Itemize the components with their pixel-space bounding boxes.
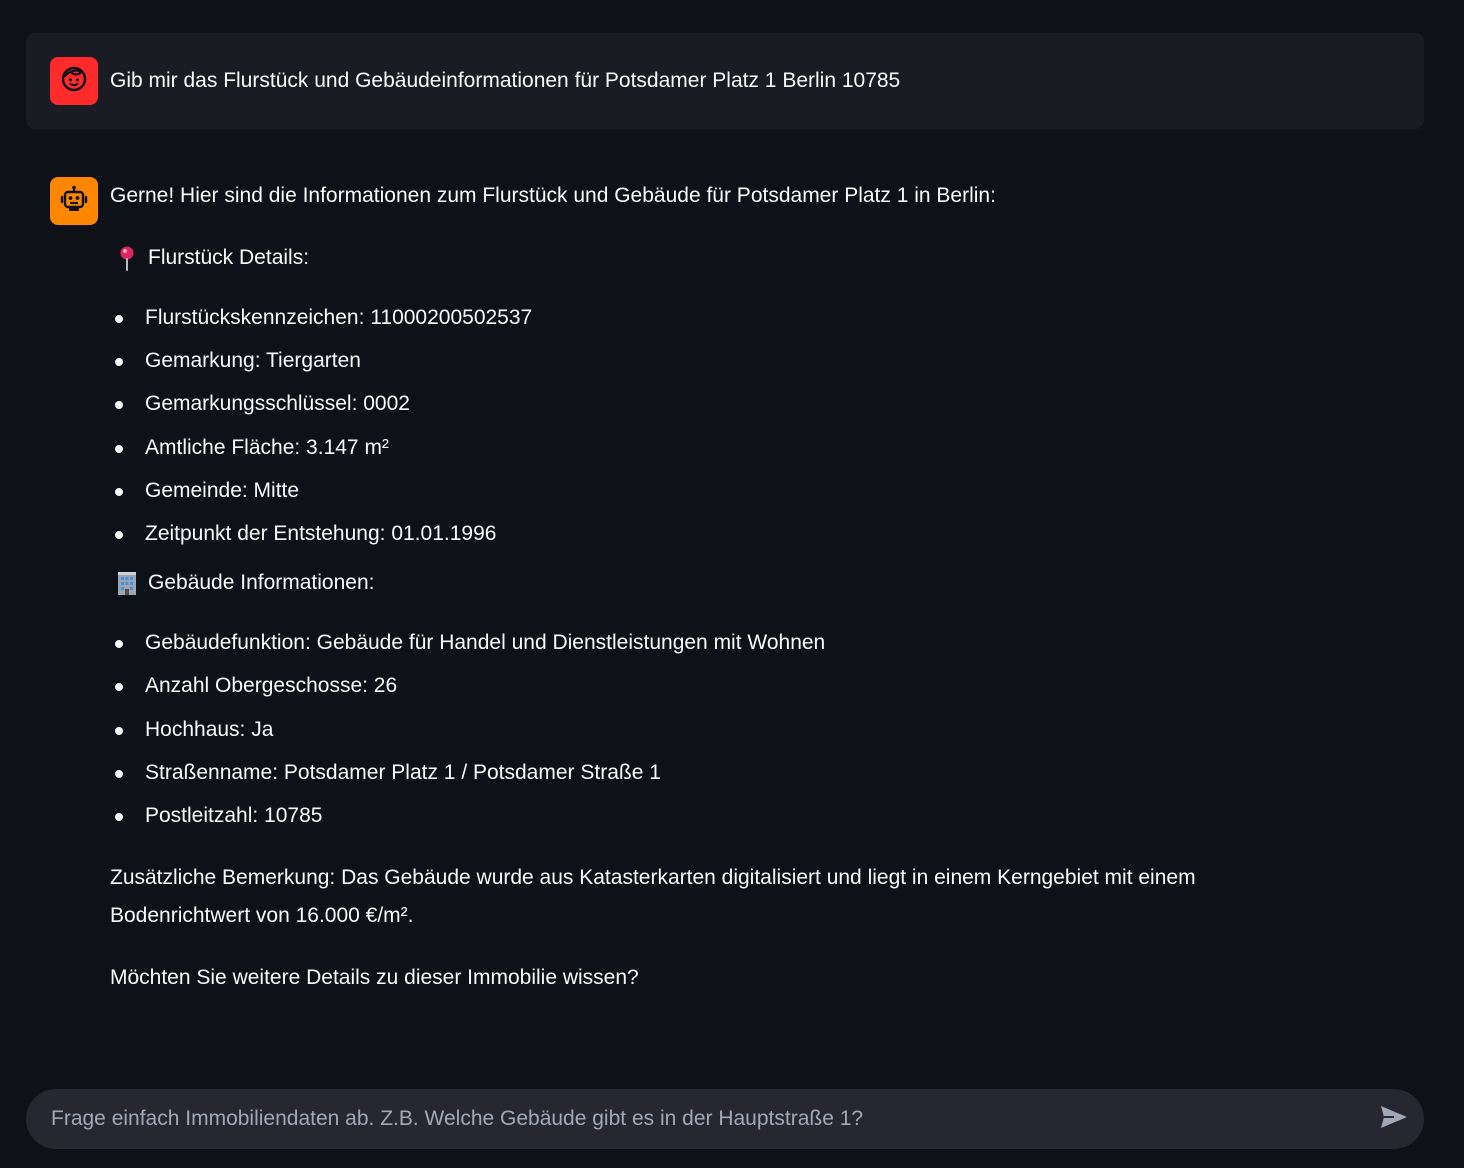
gebaeude-list	[110, 629, 1410, 845]
assistant-intro: Gerne! Hier sind die Informationen zum Flurstück und Gebäude für Potsdamer Platz 1 in Berlin:	[110, 184, 996, 207]
list-item-text: Anzahl Obergeschosse: 26	[145, 674, 398, 698]
list-item-text: Gemeinde: Mitte	[145, 478, 300, 502]
chat-input[interactable]	[51, 1089, 1361, 1149]
bullet	[115, 358, 123, 366]
user-message	[26, 33, 1424, 129]
list-item-text: Gemarkungsschlüssel: 0002	[145, 392, 410, 416]
bullet	[115, 531, 123, 539]
send-icon	[1380, 1105, 1408, 1134]
list-item	[110, 759, 1410, 802]
section-heading-gebaeude	[110, 565, 1410, 601]
list-item-text: Gemarkung: Tiergarten	[145, 349, 361, 373]
flurstueck-list	[110, 304, 1410, 563]
bullet	[115, 488, 123, 496]
user-face-icon	[60, 65, 88, 98]
list-item	[110, 672, 1410, 715]
assistant-avatar	[50, 177, 98, 225]
list-item	[110, 390, 1410, 433]
bullet	[115, 813, 123, 821]
send-button[interactable]	[1378, 1103, 1410, 1135]
bullet	[115, 727, 123, 735]
robot-icon	[59, 184, 89, 219]
user-avatar	[50, 57, 98, 105]
office-building-icon	[112, 570, 142, 596]
remark-paragraph	[110, 859, 1410, 935]
list-item	[110, 802, 1410, 845]
list-item	[110, 434, 1410, 477]
list-item-text: Postleitzahl: 10785	[145, 803, 323, 827]
list-item	[110, 520, 1410, 563]
list-item	[110, 477, 1410, 520]
list-item-text: Hochhaus: Ja	[145, 717, 274, 741]
list-item	[110, 716, 1410, 759]
list-item-text: Amtliche Fläche: 3.147 m²	[145, 435, 389, 459]
chat-input-bar	[26, 1089, 1424, 1149]
remark-line: Zusätzliche Bemerkung: Das Gebäude wurde aus Katasterkarten digitalisiert und liegt in einem Kerngebiet mit einem	[110, 866, 1196, 890]
assistant-message	[110, 178, 1410, 997]
bullet	[115, 401, 123, 409]
round-pushpin-icon	[112, 245, 142, 271]
section-heading-flurstueck	[110, 240, 1410, 276]
bullet	[115, 770, 123, 778]
section-heading-text: Gebäude Informationen:	[148, 571, 375, 595]
bullet	[115, 315, 123, 323]
section-heading-text: Flurstück Details:	[148, 246, 310, 269]
user-message-text: Gib mir das Flurstück und Gebäudeinformationen für Potsdamer Platz 1 Berlin 10785	[110, 69, 901, 92]
list-item	[110, 347, 1410, 390]
remark-line: Bodenrichtwert von 16.000 €/m².	[110, 904, 414, 928]
closing-question: Möchten Sie weitere Details zu dieser Immobilie wissen?	[110, 966, 639, 990]
list-item-text: Straßenname: Potsdamer Platz 1 / Potsdamer Straße 1	[145, 760, 661, 784]
list-item	[110, 629, 1410, 672]
list-item-text: Zeitpunkt der Entstehung: 01.01.1996	[145, 521, 497, 545]
bullet	[115, 683, 123, 691]
list-item-text: Flurstückskennzeichen: 11000200502537	[145, 306, 533, 329]
bullet	[115, 640, 123, 648]
bullet	[115, 445, 123, 453]
list-item-text: Gebäudefunktion: Gebäude für Handel und Dienstleistungen mit Wohnen	[145, 631, 826, 655]
list-item	[110, 304, 1410, 347]
